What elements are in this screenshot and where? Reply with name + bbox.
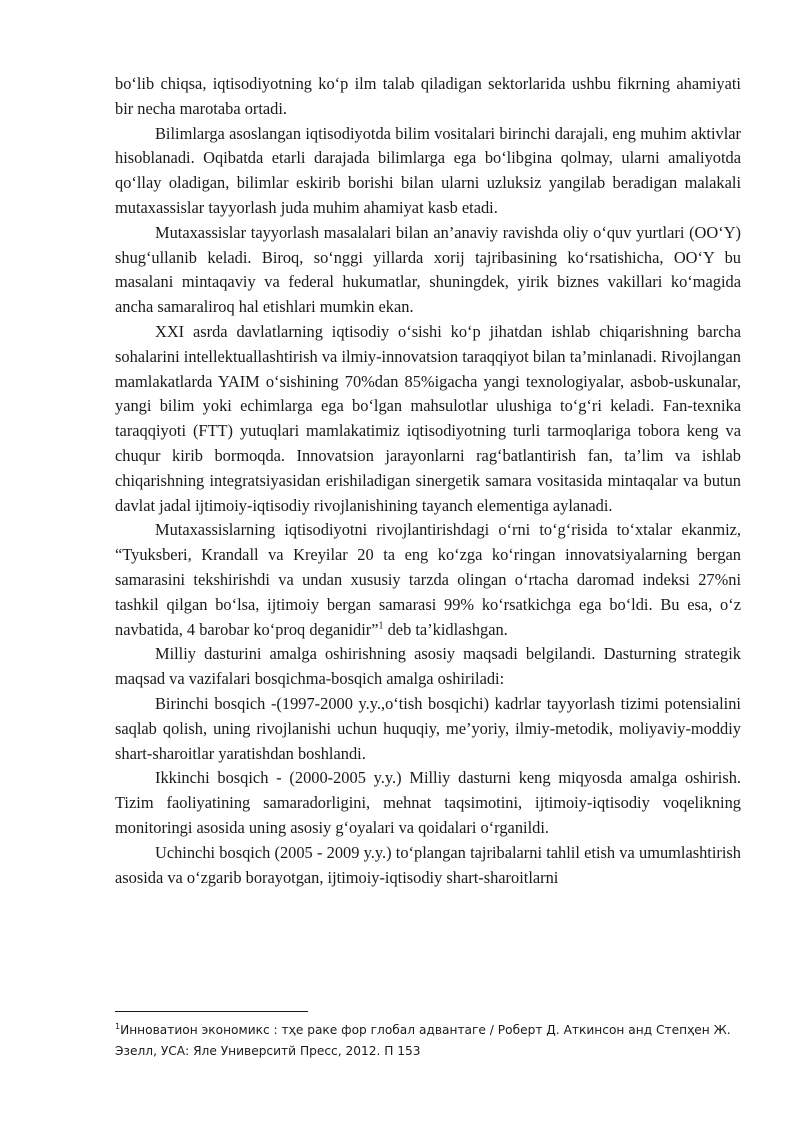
footnote-number: 1 — [115, 1021, 121, 1031]
paragraph-1: bo‘lib chiqsa, iqtisodiyotning ko‘p ilm talab qiladigan sektorlarida ushbu fikrning ahamiyati bir necha marotaba ortadi. — [115, 74, 741, 118]
paragraph-5 — [115, 518, 741, 642]
paragraph-2: Bilimlarga asoslangan iqtisodiyotda bilim vositalari birinchi darajali, eng muhim aktivlar hisoblanadi. Oqibatda etarli darajada bilimlarga ega bo‘libgina qolmay, ularni amaliyotda qo‘llay oladigan, bilimlar eskirib borishi bilan ularni uzluksiz yangilab beradigan malakali mutaxassislar tayyorlash juda muhim ahamiyat kasb etadi. — [115, 123, 741, 217]
footnote-text: Инноватион экономикс : тҳе раке фор глобал адвантаге / Роберт Д. Аткинсон анд Степҳен Ж. Эзелл, УСА: Яле Университй Пресс, 2012. П 153 — [115, 1023, 731, 1058]
paragraph-8: Ikkinchi bosqich - (2000-2005 y.y.) Milliy dasturni keng miqyosda amalga oshirish. Tizim faoliyatining samaradorligini, mehnat taqsimotini, ijtimoiy-iqtisodiy voqelikning monitoringi asosida uning asosiy g‘oyalari va qoidalari o‘rganildi. — [115, 768, 741, 837]
footnote — [115, 1020, 745, 1062]
footnote-reference[interactable]: 1 — [378, 620, 384, 632]
footnote-separator — [115, 1011, 308, 1012]
paragraph-5-tail: deb ta’kidlashgan. — [383, 619, 508, 639]
paragraph-5-text: Mutaxassislarning iqtisodiyotni rivojlantirishdagi o‘rni to‘g‘risida to‘xtalar ekanmiz, “Tyuksberi, Krandall va Kreyilar 20 ta eng ko‘zga ko‘ringan innovatsiyalarning bergan samarasini tekshirishdi va undan xususiy tarzda olingan o‘rtacha daromad indeksi 27%ni tashkil qilgan bo‘lsa, ijtimoiy bergan samarasi 99% ko‘rsatkichga ega bo‘ldi. Bu esa, o‘z navbatida, 4 barobar ko‘proq deganidir” — [115, 520, 741, 639]
paragraph-4: XXI asrda davlatlarning iqtisodiy o‘sishi ko‘p jihatdan ishlab chiqarishning barcha sohalarini intellektuallashtirish va ilmiy-innovatsion taraqqiyot bilan ta’minlanadi. Rivojlangan mamlakatlarda YAIM o‘sishining 70%dan 85%igacha yangi texnologiyalar, asbob-uskunalar, yangi bilim yoki echimlarga ega bo‘lgan mahsulotlar ulushiga to‘g‘ri keladi. Fan-texnika taraqqiyoti (FTT) yutuqlari mamlakatimiz iqtisodiyotning turli tarmoqlariga tobora keng va chuqur kirib bormoqda. Innovatsion jarayonlarni rag‘batlantirish fan, ta’lim va ishlab chiqarishning integratsiyasidan erishiladigan sinergetik samara vositasida mintaqalar va butun davlat jadal ijtimoiy-iqtisodiy rivojlanishining tayanch elementiga aylanadi. — [115, 321, 741, 515]
paragraph-6: Milliy dasturini amalga oshirishning asosiy maqsadi belgilandi. Dasturning strategik maqsad va vazifalari bosqichma-bosqich amalga oshiriladi: — [115, 644, 741, 689]
paragraph-9: Uchinchi bosqich (2005 - 2009 y.y.) to‘plangan tajribalarni tahlil etish va umumlashtirish asosida va o‘zgarib borayotgan, ijtimoiy-iqtisodiy shart-sharoitlarni — [115, 842, 741, 887]
paragraph-7: Birinchi bosqich -(1997-2000 y.y.,o‘tish bosqichi) kadrlar tayyorlash tizimi potensialini saqlab qolish, uning rivojlanishi uchun huquqiy, me’yoriy, ilmiy-metodik, moliyaviy-moddiy shart-sharoitlar yaratishdan boshlandi. — [115, 693, 741, 763]
paragraph-3: Mutaxassislar tayyorlash masalalari bilan an’anaviy ravishda oliy o‘quv yurtlari (OO‘Y) shug‘ullanib keladi. Biroq, so‘nggi yillarda xorij tajribasining ko‘rsatishicha, OO‘Y bu masalani mintaqaviy va federal hukumatlar, shuningdek, yirik biznes vakillari ko‘magida ancha samaraliroq hal etishlari mumkin ekan. — [115, 222, 741, 317]
